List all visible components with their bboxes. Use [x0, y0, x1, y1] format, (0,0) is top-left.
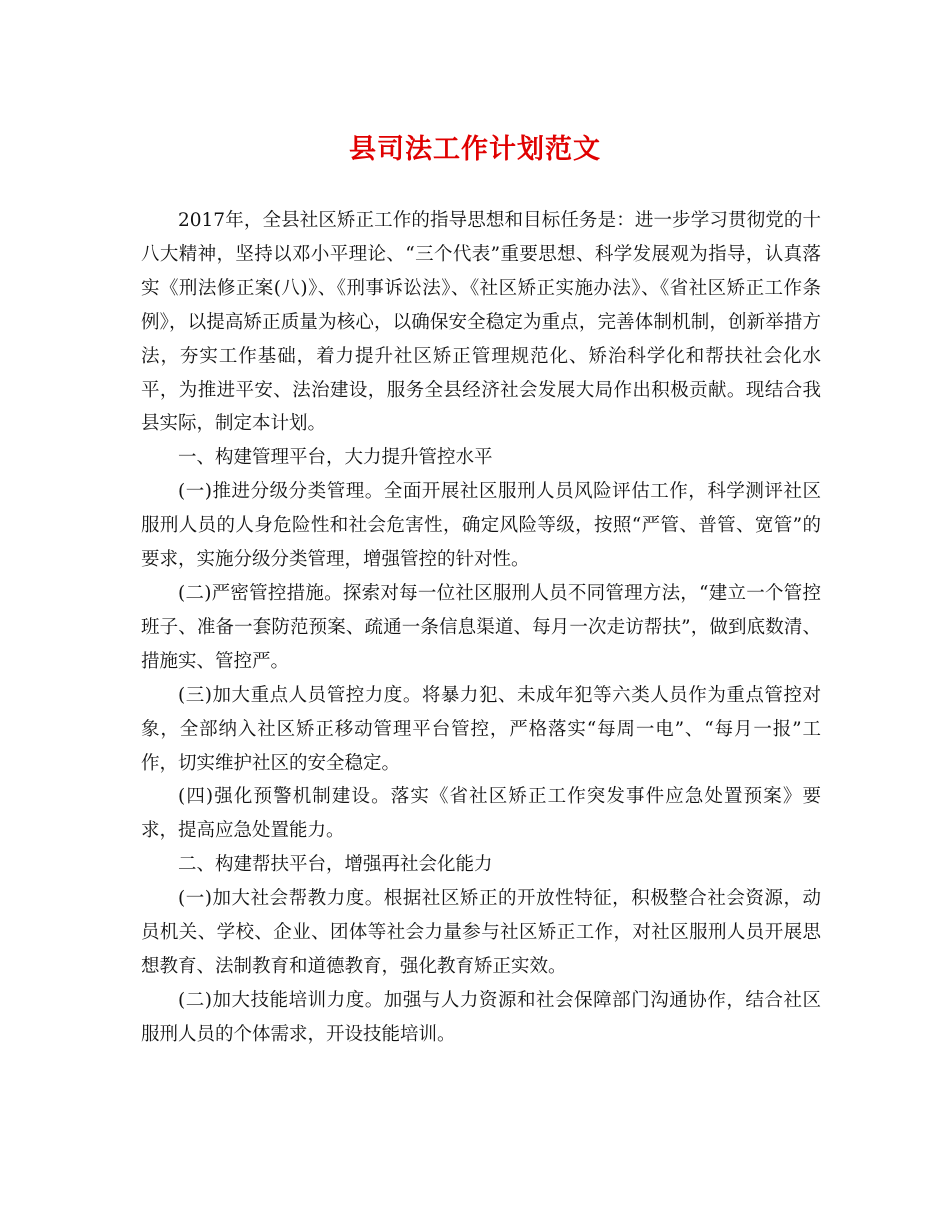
section-1-item-4: (四)强化预警机制建设。落实《省社区矫正工作突发事件应急处置预案》要求，提高应急处置能力。	[141, 786, 821, 842]
section-1-item-2: (二)严密管控措施。探索对每一位社区服刑人员不同管理方法，“建立一个管控班子、准备一套防范预案、疏通一条信息渠道、每月一次走访帮扶”，做到底数清、措施实、管控严。	[141, 582, 821, 672]
intro-paragraph: 2017年，全县社区矫正工作的指导思想和目标任务是：进一步学习贯彻党的十八大精神，坚持以邓小平理论、“三个代表”重要思想、科学发展观为指导，认真落实《刑法修正案(八)》、《刑事诉讼法》、《社区矫正实施办法》、《省社区矫正工作条例》，以提高矫正质量为核心，以确保安全稳定为重点，完善体制机制，创新举措方法，夯实工作基础，着力提升社区矫正管理规范化、矫治科学化和帮扶社会化水平，为推进平安、法治建设，服务全县经济社会发展大局作出积极贡献。现结合我县实际，制定本计划。	[141, 210, 821, 435]
section-1-item-3: (三)加大重点人员管控力度。将暴力犯、未成年犯等六类人员作为重点管控对象，全部纳入社区矫正移动管理平台管控，严格落实“每周一电”、“每月一报”工作，切实维护社区的安全稳定。	[141, 684, 821, 774]
document-body	[141, 204, 821, 1052]
section-heading-2: 二、构建帮扶平台，增强再社会化能力	[178, 854, 493, 876]
section-heading-1: 一、构建管理平台，大力提升管控水平	[178, 447, 493, 469]
section-2-item-2: (二)加大技能培训力度。加强与人力资源和社会保障部门沟通协作，结合社区服刑人员的个体需求，开设技能培训。	[141, 989, 821, 1045]
section-2-item-1: (一)加大社会帮教力度。根据社区矫正的开放性特征，积极整合社会资源，动员机关、学校、企业、团体等社会力量参与社区矫正工作，对社区服刑人员开展思想教育、法制教育和道德教育，强化教育矫正实效。	[141, 888, 821, 977]
document-title: 县司法工作计划范文	[349, 134, 601, 165]
section-1-item-1: (一)推进分级分类管理。全面开展社区服刑人员风险评估工作，科学测评社区服刑人员的人身危险性和社会危害性，确定风险等级，按照“严管、普管、宽管”的要求，实施分级分类管理，增强管控的针对性。	[141, 481, 821, 571]
